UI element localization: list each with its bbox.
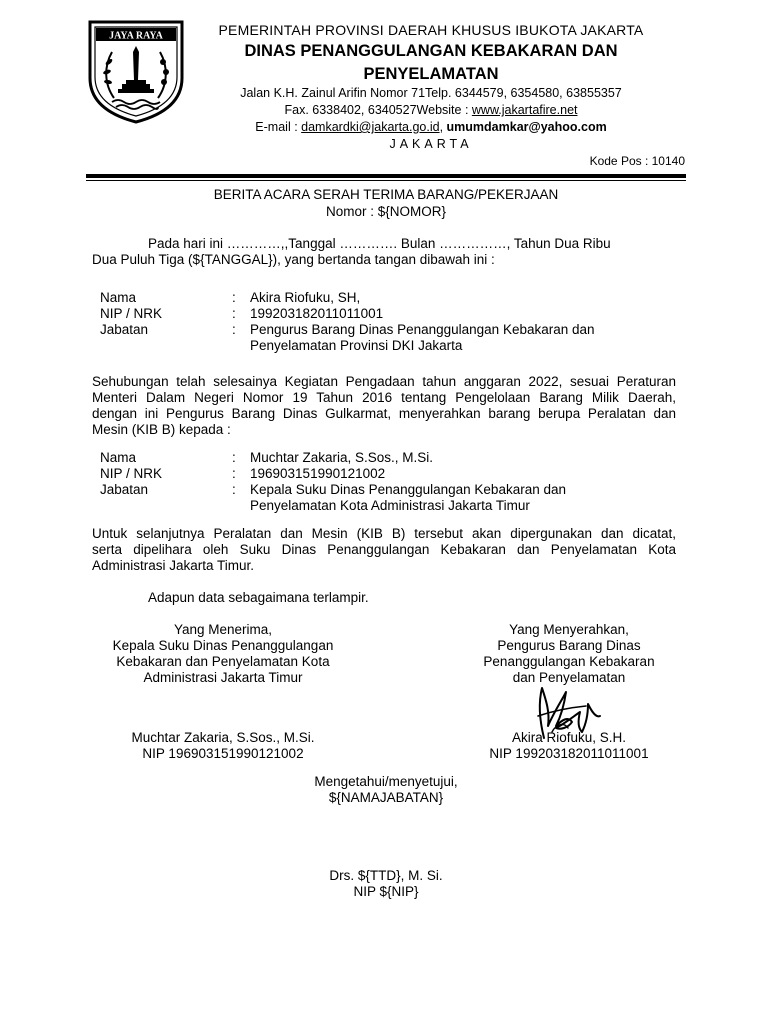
party2-nama: Muchtar Zakaria, S.Sos., M.Si.	[250, 450, 434, 465]
field-label: NIP / NRK	[100, 466, 163, 481]
receiver-heading: Yang Menerima,	[173, 622, 273, 637]
email-link-1[interactable]: damkardki@jakarta.go.id	[301, 120, 440, 134]
logo-text: JAYA RAYA	[109, 30, 163, 42]
field-colon: :	[232, 482, 236, 497]
agency-name-line1: DINAS PENANGGULANGAN KEBAKARAN DAN	[244, 42, 618, 60]
giver-name: Akira Riofuku, S.H.	[511, 730, 627, 745]
party1-nama: Akira Riofuku, SH,	[250, 290, 361, 305]
document-title: BERITA ACARA SERAH TERIMA BARANG/PEKERJAAN	[213, 187, 559, 202]
giver-title-1: Pengurus Barang Dinas	[497, 638, 641, 653]
receiver-name: Muchtar Zakaria, S.Sos., M.Si.	[131, 730, 315, 745]
email-separator: ,	[439, 120, 447, 134]
receiver-block	[92, 622, 354, 686]
party2-jabatan-2: Penyelamatan Kota Administrasi Jakarta Timur	[250, 498, 530, 513]
party1-jabatan-row-2	[100, 338, 670, 354]
party1-jabatan-2: Penyelamatan Provinsi DKI Jakarta	[250, 338, 463, 353]
field-colon: :	[232, 466, 236, 481]
party2-nama-row	[100, 450, 670, 466]
address-line: Jalan K.H. Zainul Arifin Nomor 71Telp. 6344579, 6354580, 63855357	[240, 86, 622, 100]
party2-nip-row	[100, 466, 670, 482]
field-label: Jabatan	[100, 322, 149, 337]
field-label: Jabatan	[100, 482, 149, 497]
field-label: NIP / NRK	[100, 306, 163, 321]
jaya-raya-logo	[86, 18, 186, 124]
giver-heading: Yang Menyerahkan,	[509, 622, 629, 637]
email-label: E-mail :	[255, 120, 302, 134]
fax-text: Fax. 6338402, 6340527Website :	[284, 103, 472, 117]
approval-signatory	[86, 868, 686, 900]
email-2: umumdamkar@yahoo.com	[446, 120, 607, 134]
receiver-nip: NIP 196903151990121002	[142, 746, 304, 761]
header-rule-thin	[86, 180, 686, 181]
receiver-signatory	[92, 730, 354, 762]
receiver-title-1: Kepala Suku Dinas Penanggulangan	[112, 638, 334, 653]
giver-nip: NIP 199203182011011001	[489, 746, 649, 761]
field-colon: :	[232, 322, 236, 337]
fax-website-line	[186, 103, 676, 117]
field-label: Nama	[100, 290, 137, 305]
party2-nip: 196903151990121002	[250, 466, 386, 481]
handwritten-signature	[526, 682, 610, 742]
giver-title-2: Penanggulangan Kebakaran	[483, 654, 655, 669]
party1-jabatan-1: Pengurus Barang Dinas Penanggulangan Kebakaran dan	[250, 322, 595, 337]
paragraph-line: dengan ini Pengurus Barang Dinas Gulkarmat, menyerahkan barang berupa Peralatan dan	[92, 406, 676, 421]
receiver-title-2: Kebakaran dan Penyelamatan Kota	[116, 654, 330, 669]
paragraph-line: Sehubungan telah selesainya Kegiatan Pengadaan tahun anggaran 2022, sesuai Peraturan	[92, 374, 676, 389]
intro-line-1: Pada hari ini …………,,Tanggal …………. Bulan ……………, Tahun Dua Ribu	[148, 236, 611, 251]
header-rule-thick	[86, 174, 686, 178]
party1-jabatan-row	[100, 322, 670, 338]
intro-line-2: Dua Puluh Tiga (${TANGGAL}), yang bertanda tangan dibawah ini :	[92, 252, 495, 267]
website-link[interactable]: www.jakartafire.net	[471, 103, 578, 117]
paragraph-line: serta dipelihara oleh Suku Dinas Penanggulangan Kebakaran dan Penyelamatan Kota	[92, 542, 676, 557]
agency-name-line2: PENYELAMATAN	[363, 65, 499, 83]
document-number: Nomor : ${NOMOR}	[325, 204, 447, 219]
approval-heading: Mengetahui/menyetujui,	[314, 774, 458, 789]
party2-jabatan-row-2	[100, 498, 670, 514]
party2-block	[100, 450, 670, 514]
party2-jabatan-1: Kepala Suku Dinas Penanggulangan Kebakaran dan	[250, 482, 566, 497]
paragraph-handover	[92, 374, 676, 438]
receiver-title-3: Administrasi Jakarta Timur	[143, 670, 303, 685]
field-label: Nama	[100, 450, 137, 465]
approval-position: ${NAMAJABATAN}	[328, 790, 444, 805]
party2-jabatan-row	[100, 482, 670, 498]
attachment-note: Adapun data sebagaimana terlampir.	[148, 590, 369, 605]
paragraph-line: Mesin (KIB B) kepada :	[92, 422, 231, 437]
party1-nip-row	[100, 306, 670, 322]
email-line	[186, 120, 676, 134]
gov-name: PEMERINTAH PROVINSI DAERAH KHUSUS IBUKOTA JAKARTA	[218, 22, 644, 38]
party1-nama-row	[100, 290, 670, 306]
approval-block	[86, 774, 686, 806]
party1-block	[100, 290, 670, 354]
approval-nip: NIP ${NIP}	[353, 884, 419, 899]
giver-title-3: dan Penyelamatan	[512, 670, 626, 685]
city-name: JAKARTA	[389, 137, 473, 151]
paragraph-line: Menteri Dalam Negeri Nomor 19 Tahun 2016 tentang Pengelolaan Barang Milik Daerah,	[92, 390, 676, 405]
field-colon: :	[232, 450, 236, 465]
approval-name: Drs. ${TTD}, M. Si.	[329, 868, 443, 883]
paragraph-line: Administrasi Jakarta Timur.	[92, 558, 255, 573]
paragraph-line: Untuk selanjutnya Peralatan dan Mesin (KIB B) tersebut akan dipergunakan dan dicatat,	[92, 526, 676, 541]
giver-block	[470, 622, 668, 686]
field-colon: :	[232, 290, 236, 305]
party1-nip: 199203182011011001	[250, 306, 384, 321]
field-colon: :	[232, 306, 236, 321]
paragraph-maintenance	[92, 526, 676, 574]
postal-code: Kode Pos : 10140	[589, 154, 685, 168]
